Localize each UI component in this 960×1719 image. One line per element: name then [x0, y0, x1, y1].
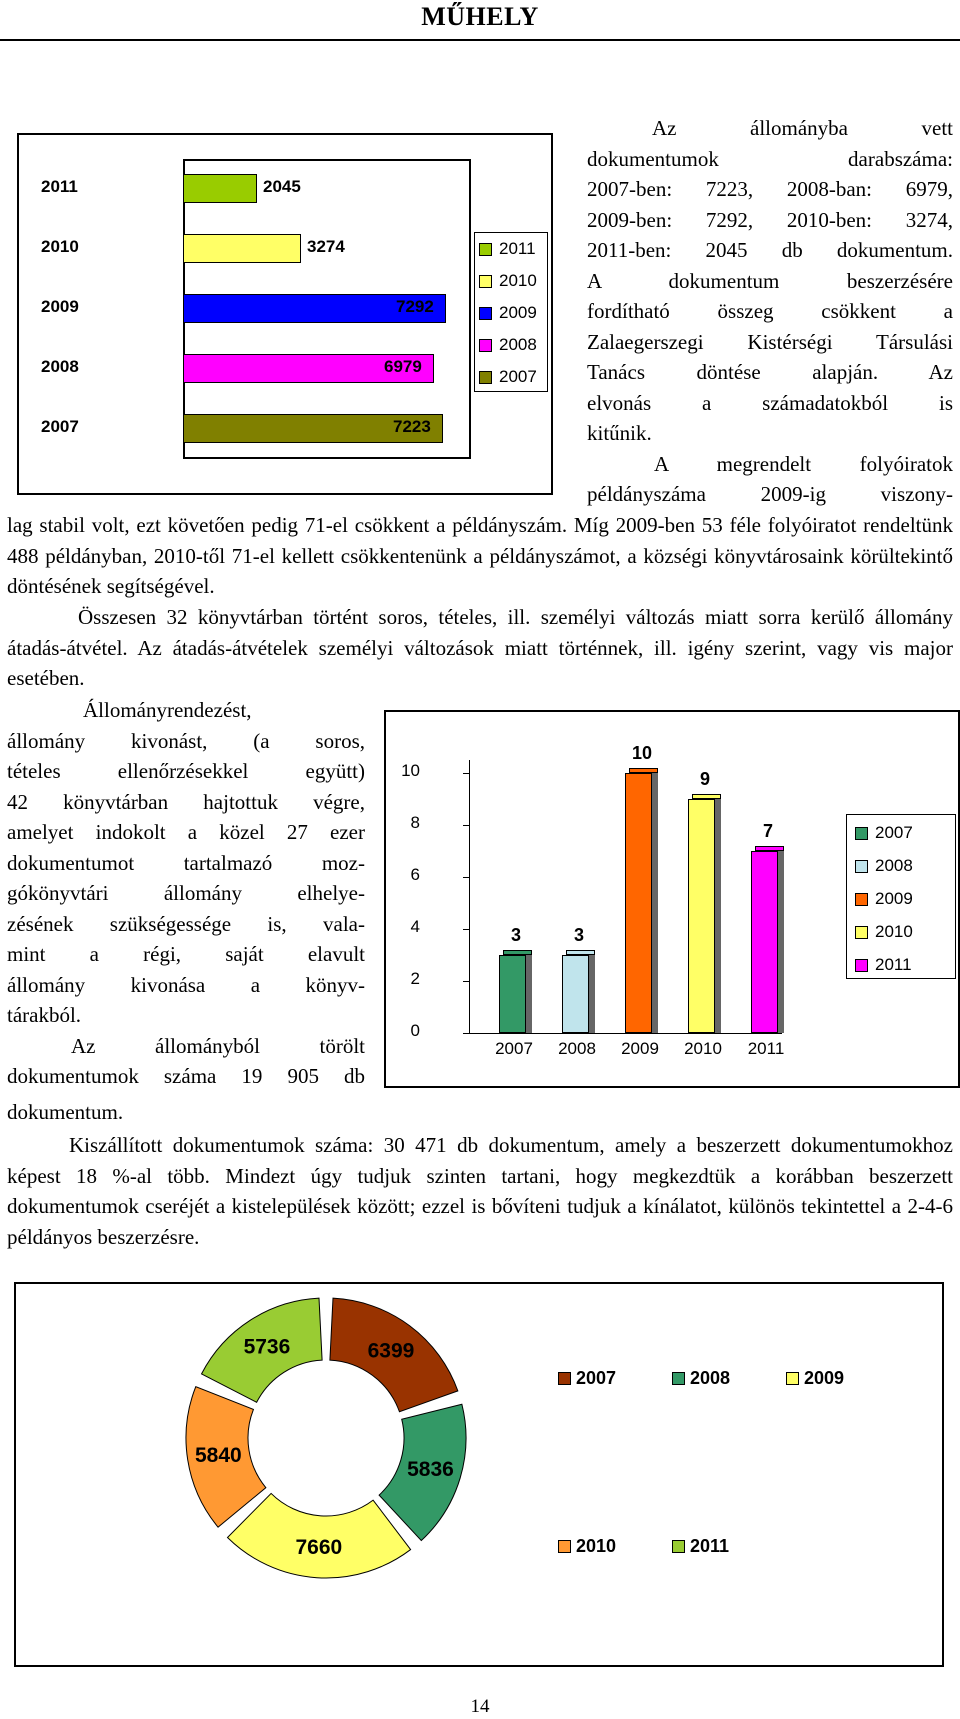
chart2-y-tick-label: 0 [410, 1021, 420, 1040]
chart2-legend-swatch [855, 959, 868, 972]
text-line: fordítható összeg csökkent a [587, 299, 953, 323]
chart2-bar-top [692, 794, 721, 799]
chart2-x-tick-label: 2010 [684, 1039, 722, 1058]
text-line: 2007-ben: 7223, 2008-ban: 6979, [587, 177, 953, 201]
chart2-bar-side [777, 846, 784, 1033]
chart1-bar [183, 234, 301, 263]
chart2-frame [384, 710, 960, 1088]
header-rule [0, 39, 960, 41]
chart1-category-label: 2007 [41, 417, 79, 436]
text-line: tételes ellenőrzésekkel együtt) [7, 759, 365, 783]
chart3-value-label: 6399 [367, 1339, 415, 1363]
chart3-doughnut [166, 1290, 486, 1590]
chart1-legend-label: 2007 [499, 367, 537, 386]
chart2-x-tick-label: 2008 [558, 1039, 596, 1058]
chart2-legend-label: 2008 [875, 856, 913, 875]
chart2-bar-side [651, 768, 658, 1033]
chart3-legend-swatch [786, 1372, 799, 1385]
text-line: dokumentumok darabszáma: [587, 146, 953, 171]
chart3-legend-swatch [558, 1372, 571, 1385]
chart1-value-label: 2045 [263, 177, 301, 196]
text-line: állomány kivonása a könyv- [7, 972, 365, 997]
chart1-category-label: 2010 [41, 237, 79, 256]
chart2-legend-swatch [855, 926, 868, 939]
chart2-bar-side [714, 794, 721, 1033]
text-line: 2009-ben: 7292, 2010-ben: 3274, [587, 207, 953, 232]
text-line: A dokumentum beszerzésére [587, 268, 953, 293]
text-line: dokumentumok száma 19 905 db [7, 1064, 365, 1088]
chart1-value-label: 7292 [396, 297, 434, 316]
text-line: dokumentum. [7, 1100, 124, 1124]
chart2-legend-label: 2007 [875, 823, 913, 842]
chart2-legend-label: 2010 [875, 922, 913, 941]
chart2-legend-swatch [855, 860, 868, 873]
chart3-value-label: 5836 [407, 1458, 454, 1482]
chart3-legend-label: 2008 [690, 1368, 731, 1388]
chart2-y-tick-label: 6 [410, 865, 420, 884]
chart2-bar [751, 851, 778, 1033]
chart2-x-tick-label: 2011 [747, 1039, 785, 1058]
chart2-x-tick-label: 2009 [621, 1039, 659, 1058]
paragraph-periodicals: lag stabil volt, ezt követően pedig 71-el csökkent a példányszám. Míg 2009-ben 53 féle folyóiratot rendeltünk 488 példányban, 2010-től 71-el kellett csökkentenünk a példányszámot, a községi könyvtárosaink körültekintő döntésének segítségével. [7, 513, 953, 598]
chart2-value-label: 7 [762, 821, 773, 841]
chart2-bar-top [629, 768, 658, 773]
chart1-legend-label: 2008 [499, 335, 537, 354]
paragraph-transfers-text: Összesen 32 könyvtárban történt soros, tételes, ill. személyi változás miatt sorra kerülő állomány átadás-átvétel. Az átadás-átvételek személyi változások miatt történnek, ill. igény szerint, vagy vis major esetében. [7, 605, 953, 690]
chart1-value-label: 6979 [384, 357, 422, 376]
chart1-value-label: 7223 [393, 417, 431, 436]
chart3-legend-label: 2011 [690, 1536, 730, 1556]
chart3-legend-swatch [672, 1372, 685, 1385]
chart2-y-axis [469, 760, 470, 1033]
text-line: példányszáma 2009-ig viszony- [587, 482, 953, 506]
chart3-legend-label: 2010 [576, 1536, 617, 1556]
chart1-legend-swatch [479, 243, 492, 256]
text-line: 2011-ben: 2045 db dokumentum. [587, 238, 953, 262]
chart3-value-label: 7660 [295, 1535, 343, 1559]
chart1-bar [183, 174, 257, 203]
chart2-value-label: 3 [510, 925, 521, 945]
text-line: Tanács döntése alapján. Az [587, 360, 953, 384]
chart2-bar [562, 955, 589, 1033]
text-line: amelyet indokolt a közel 27 ezer [7, 820, 365, 844]
chart2-legend-label: 2011 [875, 955, 912, 974]
text-line: Zalaegerszegi Kistérségi Társulási [587, 329, 953, 354]
text-line: dokumentumot tartalmazó moz- [7, 850, 365, 875]
chart2-bar [499, 955, 526, 1033]
chart1-legend-swatch [479, 371, 492, 384]
text-line: tárakból. [7, 1003, 82, 1027]
paragraph-delivered-text: Kiszállított dokumentumok száma: 30 471 db dokumentum, amely a beszerzett dokumentumokhoz képest 18 %-al több. Mindezt úgy tudjuk szinten tartani, hogy megkezdtük a korábban beszerzett dokumentumok cseréjét a kistelepülések között; ezzel is bővíteni tudjuk a kínálatot, különös tekintettel a 2-4-6 példányos beszerzésre. [7, 1133, 953, 1249]
text-block-2 [7, 695, 365, 1092]
chart2-bar [688, 799, 715, 1033]
chart1-legend-swatch [479, 275, 492, 288]
chart3-legend-label: 2007 [576, 1368, 617, 1388]
chart1-category-label: 2009 [41, 297, 79, 316]
chart1-category-label: 2008 [41, 357, 79, 376]
chart3-value-label: 5840 [194, 1444, 242, 1468]
chart2-value-label: 9 [699, 769, 710, 789]
chart2-value-label: 3 [573, 925, 584, 945]
text-line: elvonás a számadatokból is [587, 390, 953, 415]
chart2-bar [625, 773, 652, 1033]
text-line: gókönyvtári állomány elhelye- [7, 881, 365, 905]
text-line: állomány kivonást, (a soros, [7, 728, 365, 753]
chart2-x-axis [469, 1033, 782, 1034]
chart2-y-tick-label: 8 [410, 813, 420, 832]
chart2-legend [846, 814, 956, 979]
text-line: Az állományba vett [652, 116, 953, 140]
paragraph-transfers [7, 602, 953, 694]
chart3-legend-swatch [558, 1540, 571, 1553]
text-line: 42 könyvtárban hajtottuk végre, [7, 789, 365, 814]
chart1-legend-label: 2010 [499, 271, 537, 290]
chart2-bar-top [755, 846, 784, 851]
chart3-legend-label: 2009 [804, 1368, 845, 1388]
chart1-legend-label: 2009 [499, 303, 537, 322]
chart2-bar-side [588, 950, 595, 1033]
chart2-bar-top [566, 950, 595, 955]
chart2-y-tick-label: 10 [401, 761, 420, 780]
chart2-legend-swatch [855, 893, 868, 906]
text-block-1 [587, 113, 953, 510]
chart2-legend-label: 2009 [875, 889, 913, 908]
chart2-legend-swatch [855, 827, 868, 840]
text-line: Az állományból törölt [71, 1033, 365, 1058]
chart2-bar-side [525, 950, 532, 1033]
chart2-x-tick-label: 2007 [495, 1039, 533, 1058]
section-header: MŰHELY [421, 2, 539, 31]
chart3-value-label: 5736 [243, 1335, 291, 1359]
chart2-y-tick-label: 4 [410, 917, 420, 936]
text-line: kitűnik. [587, 421, 652, 445]
chart1-legend-label: 2011 [499, 239, 536, 258]
chart1-frame [17, 133, 553, 495]
paragraph-delivered [7, 1130, 953, 1252]
chart3-legend-swatch [672, 1540, 685, 1553]
text-line: mint a régi, saját elavult [7, 942, 365, 966]
chart2-value-label: 10 [631, 743, 653, 763]
text-line: A megrendelt folyóiratok [654, 451, 953, 476]
chart2-bar-top [503, 950, 532, 955]
chart3-frame [14, 1282, 944, 1667]
text-line: Állományrendezést, [83, 698, 252, 722]
chart1-value-label: 3274 [307, 237, 345, 256]
chart1-legend-swatch [479, 307, 492, 320]
chart1-legend-swatch [479, 339, 492, 352]
chart2-y-tick-label: 2 [410, 969, 420, 988]
text-line: zésének szükségessége is, vala- [7, 911, 365, 936]
chart1-legend [474, 232, 548, 392]
chart1-category-label: 2011 [41, 177, 78, 196]
page-number: 14 [470, 1696, 490, 1717]
